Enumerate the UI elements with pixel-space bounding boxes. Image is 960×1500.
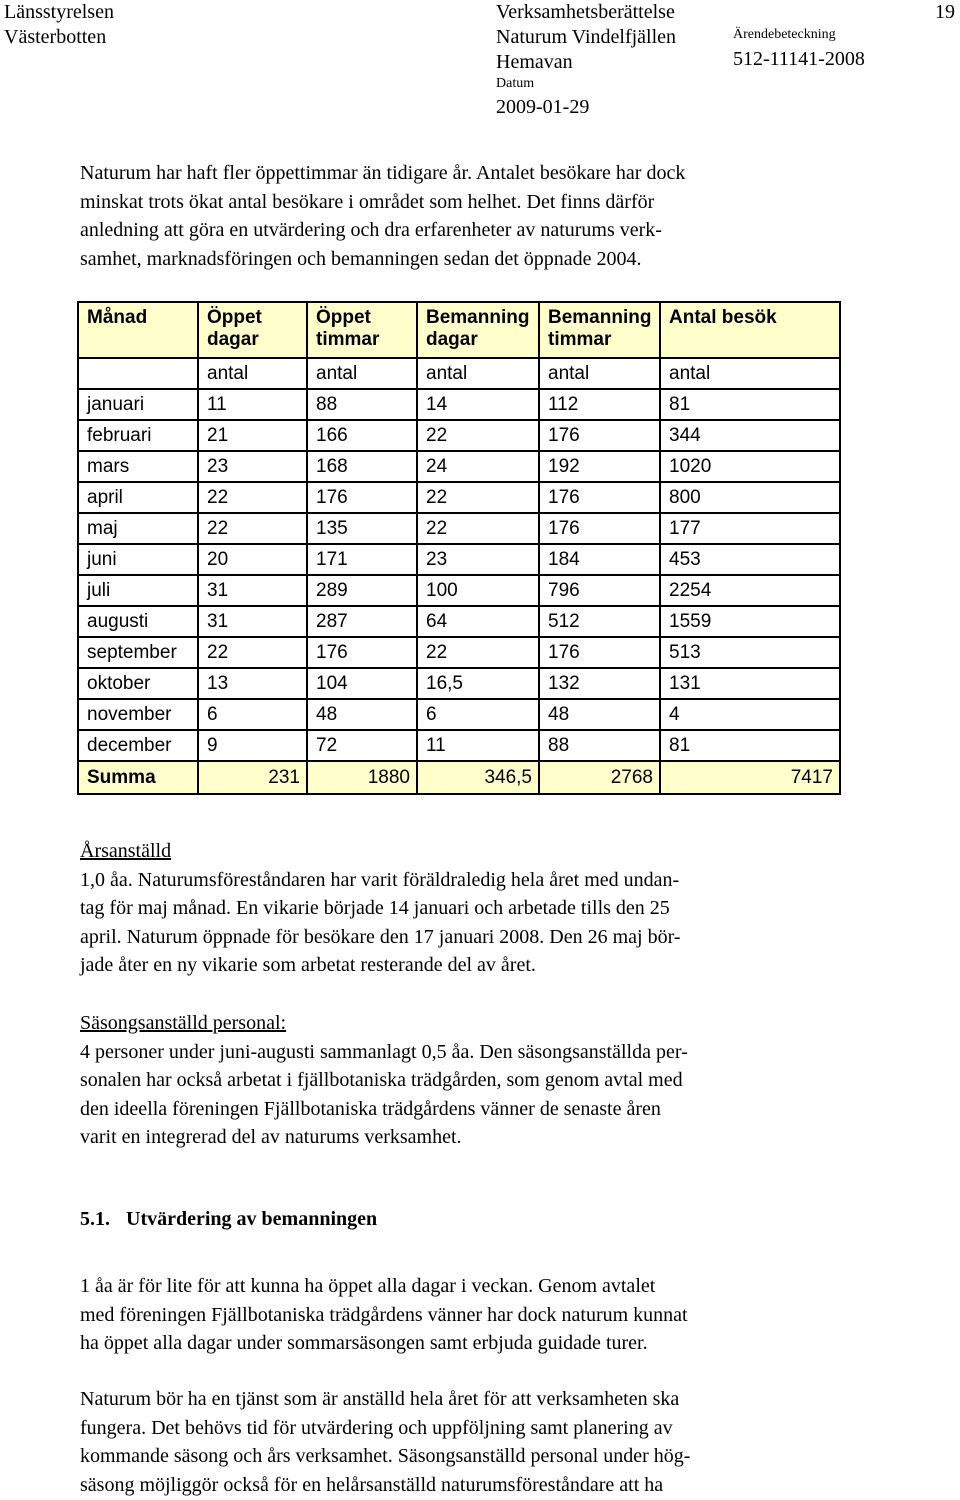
text-line: varit en integrerad del av naturums verksamhet.	[80, 1126, 462, 1148]
table-row	[78, 451, 840, 482]
sum-cell: 231	[198, 761, 307, 794]
text-line: 1 åa är för lite för att kunna ha öppet alla dagar i veckan. Genom avtalet	[80, 1275, 656, 1297]
org-name: Länsstyrelsen	[4, 1, 114, 23]
header-cell: Antal besök	[660, 302, 840, 358]
table-row	[78, 730, 840, 761]
case-number: 512-11141-2008	[733, 48, 865, 70]
table-cell: 171	[307, 544, 417, 575]
table-cell: 176	[539, 637, 660, 668]
table-cell: 131	[660, 668, 840, 699]
text-line: jade åter en ny vikarie som arbetat resterande del av året.	[80, 954, 536, 976]
header-cell: Månad	[78, 302, 198, 358]
section-arsanstalld	[80, 837, 870, 980]
text-line: 1,0 åa. Naturumsföreståndaren har varit föräldraledig hela året med undan-	[80, 868, 680, 891]
table-cell: 9	[198, 730, 307, 761]
table-cell: 6	[417, 699, 539, 730]
month-cell: mars	[78, 451, 198, 482]
month-cell: april	[78, 482, 198, 513]
table-cell: 512	[539, 606, 660, 637]
org-region: Västerbotten	[4, 26, 107, 48]
table-cell: 88	[539, 730, 660, 761]
table-cell: 13	[198, 668, 307, 699]
month-cell: oktober	[78, 668, 198, 699]
table-cell: 800	[660, 482, 840, 513]
month-cell: juni	[78, 544, 198, 575]
section-5-1-para2	[80, 1385, 870, 1499]
table-cell: 11	[417, 730, 539, 761]
table-cell: 112	[539, 389, 660, 420]
text-line: samhet, marknadsföringen och bemanningen sedan det öppnade 2004.	[80, 247, 642, 270]
table-cell: 81	[660, 730, 840, 761]
header-cell: Öppet timmar	[307, 302, 417, 358]
table-cell: 289	[307, 575, 417, 606]
page-number: 19	[935, 1, 955, 23]
table-cell: 16,5	[417, 668, 539, 699]
unit-row	[78, 358, 840, 389]
table-cell: 176	[539, 513, 660, 544]
table-cell	[78, 358, 198, 389]
month-cell: januari	[78, 389, 198, 420]
month-cell: juli	[78, 575, 198, 606]
table-cell: 166	[307, 420, 417, 451]
table-cell: 88	[307, 389, 417, 420]
sum-label: Summa	[78, 761, 198, 794]
table-cell: 132	[539, 668, 660, 699]
table-cell: 192	[539, 451, 660, 482]
table-cell: 104	[307, 668, 417, 699]
intro-paragraph	[80, 159, 870, 273]
table-cell: antal	[198, 358, 307, 389]
table-cell: 22	[417, 637, 539, 668]
table-cell: 22	[417, 420, 539, 451]
table-cell: 48	[539, 699, 660, 730]
table-cell: 22	[417, 482, 539, 513]
table-cell: 20	[198, 544, 307, 575]
header-cell: Bemanning dagar	[417, 302, 539, 358]
table-cell: 22	[417, 513, 539, 544]
table-cell: 21	[198, 420, 307, 451]
table-cell: 31	[198, 606, 307, 637]
table-row	[78, 544, 840, 575]
month-cell: februari	[78, 420, 198, 451]
table-row	[78, 699, 840, 730]
table-cell: 176	[539, 420, 660, 451]
table-cell: 24	[417, 451, 539, 482]
table-cell: antal	[307, 358, 417, 389]
table-row	[78, 389, 840, 420]
table-header-row	[78, 302, 840, 358]
table-cell: antal	[660, 358, 840, 389]
sum-cell: 1880	[307, 761, 417, 794]
table-cell: 453	[660, 544, 840, 575]
section-number: 5.1.	[80, 1208, 110, 1230]
table-cell: 135	[307, 513, 417, 544]
doc-title: Verksamhetsberättelse	[496, 1, 675, 23]
section-5-1-para1	[80, 1272, 870, 1358]
monthly-stats-table	[77, 301, 841, 795]
text-line: ha öppet alla dagar under sommarsäsongen samt erbjuda guidade turer.	[80, 1332, 648, 1354]
sum-row	[78, 761, 840, 794]
table-cell: 176	[307, 482, 417, 513]
section-heading: Årsanställd	[80, 840, 172, 862]
table-cell: 287	[307, 606, 417, 637]
text-line: tag för maj månad. En vikarie började 14 januari och arbetade tills den 25	[80, 897, 670, 919]
date-value: 2009-01-29	[496, 96, 590, 118]
table-cell: 168	[307, 451, 417, 482]
section-heading: Säsongsanställd personal:	[80, 1012, 287, 1034]
table-cell: 184	[539, 544, 660, 575]
table-cell: 72	[307, 730, 417, 761]
text-line: sonalen har också arbetat i fjällbotaniska trädgården, som genom avtal med	[80, 1069, 683, 1091]
table-cell: 4	[660, 699, 840, 730]
table-row	[78, 513, 840, 544]
table-row	[78, 575, 840, 606]
table-cell: 81	[660, 389, 840, 420]
doc-subtitle: Naturum Vindelfjällen	[496, 26, 677, 48]
month-cell: september	[78, 637, 198, 668]
table-cell: antal	[417, 358, 539, 389]
table-row	[78, 637, 840, 668]
section-sasong	[80, 1009, 870, 1152]
table-cell: 23	[417, 544, 539, 575]
text-line: kommande säsong och års verksamhet. Säsongsanställd personal under hög-	[80, 1445, 691, 1467]
table-cell: 22	[198, 513, 307, 544]
header-cell: Öppet dagar	[198, 302, 307, 358]
table-row	[78, 606, 840, 637]
text-line: 4 personer under juni-augusti sammanlagt 0,5 åa. Den säsongsanställda per-	[80, 1040, 688, 1063]
month-cell: maj	[78, 513, 198, 544]
month-cell: december	[78, 730, 198, 761]
table-cell: 1559	[660, 606, 840, 637]
text-line: minskat trots ökat antal besökare i området som helhet. Det finns därför	[80, 190, 655, 213]
table-cell: 796	[539, 575, 660, 606]
table-cell: 176	[539, 482, 660, 513]
table-cell: 513	[660, 637, 840, 668]
table-cell: 344	[660, 420, 840, 451]
month-cell: augusti	[78, 606, 198, 637]
table-cell: 14	[417, 389, 539, 420]
text-line: säsong möjliggör också för en helårsanställd naturumsföreståndare att ha	[80, 1473, 664, 1496]
month-cell: november	[78, 699, 198, 730]
table-cell: 2254	[660, 575, 840, 606]
case-label: Ärendebeteckning	[733, 27, 836, 42]
table-cell: antal	[539, 358, 660, 389]
sum-cell: 7417	[660, 761, 840, 794]
doc-location: Hemavan	[496, 51, 573, 73]
table-cell: 1020	[660, 451, 840, 482]
table-cell: 177	[660, 513, 840, 544]
table-row	[78, 482, 840, 513]
table-cell: 11	[198, 389, 307, 420]
table-cell: 22	[198, 482, 307, 513]
text-line: anledning att göra en utvärdering och dra erfarenheter av naturums verk-	[80, 219, 662, 241]
table-cell: 100	[417, 575, 539, 606]
text-line: den ideella föreningen Fjällbotaniska trädgårdens vänner de senaste åren	[80, 1097, 661, 1120]
text-line: med föreningen Fjällbotaniska trädgårdens vänner har dock naturum kunnat	[80, 1303, 688, 1326]
text-line: Naturum bör ha en tjänst som är anställd hela året för att verksamheten ska	[80, 1388, 680, 1410]
text-line: Naturum har haft fler öppettimmar än tidigare år. Antalet besökare har dock	[80, 162, 686, 184]
section-title: Utvärdering av bemanningen	[126, 1208, 378, 1230]
table-cell: 176	[307, 637, 417, 668]
header-cell: Bemanning timmar	[539, 302, 660, 358]
table-cell: 6	[198, 699, 307, 730]
table-cell: 48	[307, 699, 417, 730]
table-cell: 31	[198, 575, 307, 606]
section-5-1-heading	[80, 1208, 377, 1231]
table-cell: 23	[198, 451, 307, 482]
table-cell: 64	[417, 606, 539, 637]
sum-cell: 2768	[539, 761, 660, 794]
text-line: april. Naturum öppnade för besökare den 17 januari 2008. Den 26 maj bör-	[80, 925, 681, 948]
sum-cell: 346,5	[417, 761, 539, 794]
table-row	[78, 668, 840, 699]
text-line: fungera. Det behövs tid för utvärdering och uppföljning samt planering av	[80, 1416, 673, 1439]
table-cell: 22	[198, 637, 307, 668]
date-label: Datum	[496, 76, 535, 91]
table-row	[78, 420, 840, 451]
